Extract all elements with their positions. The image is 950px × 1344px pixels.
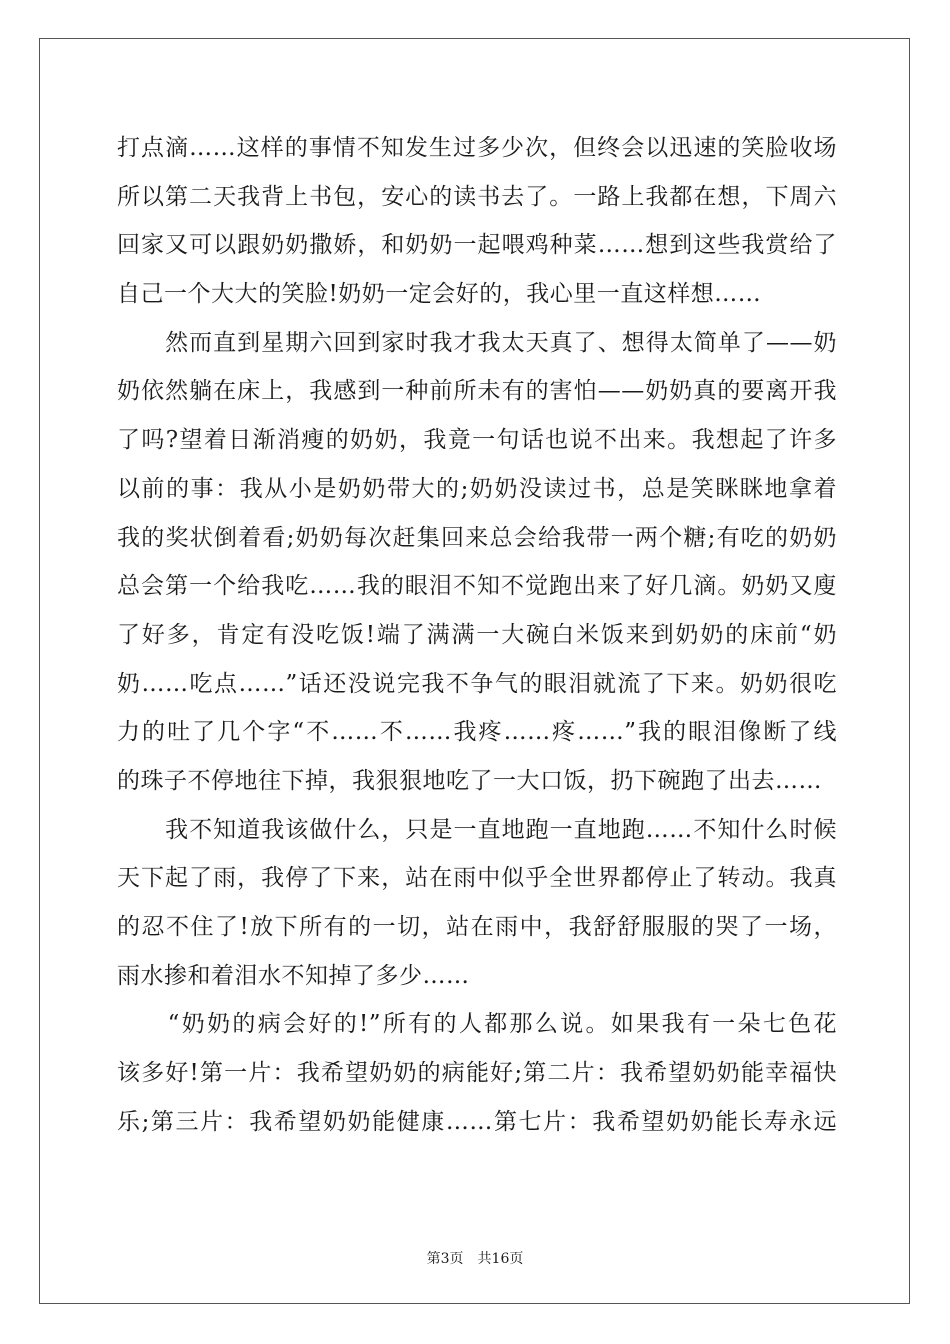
- document-body: [117, 124, 837, 1146]
- text-line: 我不知道我该做什么，只是一直地跑一直地跑……不知什么时候: [117, 816, 837, 843]
- text-line: 回家又可以跟奶奶撒娇，和奶奶一起喂鸡种菜……想到这些我赏给了: [117, 232, 837, 259]
- page-number: 第3页: [426, 1251, 464, 1267]
- text-line: 的忍不住了!放下所有的一切，站在雨中，我舒舒服服的哭了一场，: [117, 914, 837, 940]
- text-line: “奶奶的病会好的!”所有的人都那么说。如果我有一朵七色花: [117, 1011, 837, 1038]
- text-line: 所以第二天我背上书包，安心的读书去了。一路上我都在想，下周六: [117, 183, 837, 210]
- page-footer: [0, 1248, 950, 1268]
- text-line: 然而直到星期六回到家时我才我太天真了、想得太简单了——奶: [117, 329, 837, 356]
- text-line: 以前的事：我从小是奶奶带大的;奶奶没读过书，总是笑眯眯地拿着: [117, 475, 837, 502]
- text-line: 的珠子不停地往下掉，我狠狠地吃了一大口饭，扔下碗跑了出去……: [117, 767, 822, 794]
- text-line: 总会第一个给我吃……我的眼泪不知不觉跑出来了好几滴。奶奶又廋: [117, 573, 837, 600]
- text-line: 奶……吃点……”话还没说完我不争气的眼泪就流了下来。奶奶很吃: [117, 670, 837, 697]
- text-line: 打点滴……这样的事情不知发生过多少次，但终会以迅速的笑脸收场: [117, 135, 837, 161]
- text-line: 乐;第三片：我希望奶奶能健康……第七片：我希望奶奶能长寿永远: [117, 1108, 837, 1135]
- page-total: 共16页: [477, 1251, 524, 1267]
- text-line: 奶依然躺在床上，我感到一种前所未有的害怕——奶奶真的要离开我: [117, 378, 837, 405]
- text-line: 天下起了雨，我停了下来，站在雨中似乎全世界都停止了转动。我真: [117, 865, 837, 892]
- text-line: 该多好!第一片：我希望奶奶的病能好;第二片：我希望奶奶能幸福快: [117, 1060, 837, 1087]
- text-line: 力的吐了几个字“不……不……我疼……疼……”我的眼泪像断了线: [117, 719, 837, 746]
- text-line: 我的奖状倒着看;奶奶每次赶集回来总会给我带一两个糖;有吃的奶奶: [117, 524, 837, 551]
- text-line: 自己一个大大的笑脸!奶奶一定会好的，我心里一直这样想……: [117, 281, 762, 308]
- text-line: 雨水掺和着泪水不知掉了多少……: [117, 962, 470, 989]
- text-line: 了吗?望着日渐消瘦的奶奶，我竟一句话也说不出来。我想起了许多: [117, 427, 837, 454]
- text-line: 了好多，肯定有没吃饭!端了满满一大碗白米饭来到奶奶的床前“奶: [117, 621, 837, 648]
